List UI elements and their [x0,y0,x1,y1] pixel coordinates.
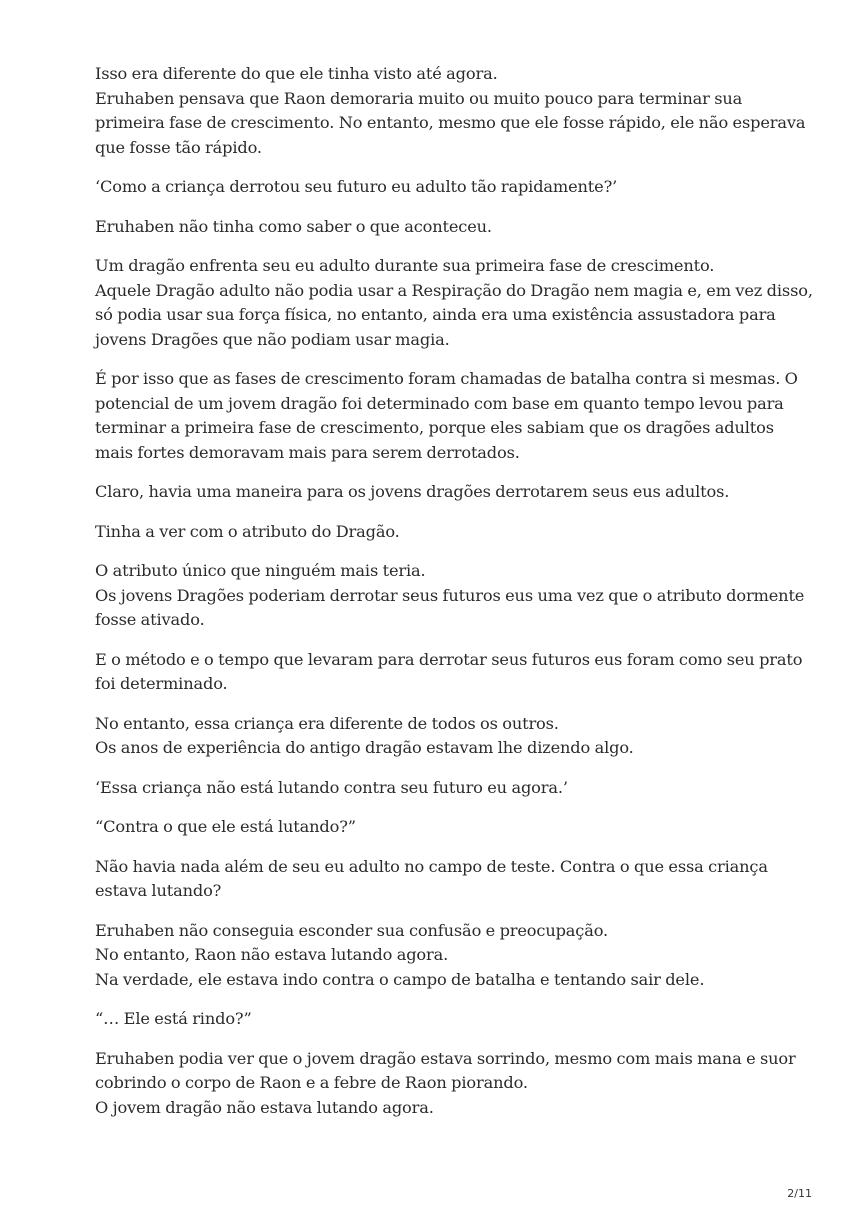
document-body [95,62,813,1135]
paragraph [95,559,805,633]
paragraph [95,648,803,697]
text-line: E o método e o tempo que levaram para derrotar seus futuros eus foram como seu prato [95,649,803,669]
text-line: “Contra o que ele está lutando?” [95,817,356,836]
paragraph [95,62,806,160]
text-line: primeira fase de crescimento. No entanto, mesmo que ele fosse rápido, ele não esperava [95,113,806,132]
text-line: Eruhaben não conseguia esconder sua confusão e preocupação. [95,920,609,940]
paragraph [95,815,795,840]
text-line: No entanto, Raon não estava lutando agora. [95,945,449,964]
page-number: 2/11 [787,1187,812,1200]
text-line: Eruhaben não tinha como saber o que aconteceu. [95,216,492,236]
text-line: ‘Essa criança não está lutando contra seu futuro eu agora.’ [95,777,568,797]
paragraph [95,215,795,240]
paragraph [95,919,795,993]
text-line: mais fortes demoravam mais para serem derrotados. [95,442,520,462]
text-line: O jovem dragão não estava lutando agora. [95,1097,434,1117]
text-line: estava lutando? [95,881,222,900]
text-line: Isso era diferente do que ele tinha visto até agora. [95,64,498,83]
text-line: O atributo único que ninguém mais teria. [95,561,426,580]
text-line: que fosse tão rápido. [95,137,262,157]
text-line: Os anos de experiência do antigo dragão estavam lhe dizendo algo. [95,738,634,757]
paragraph [95,175,795,200]
text-line: “… Ele está rindo?” [95,1009,252,1028]
text-line: Não havia nada além de seu eu adulto no campo de teste. Contra o que essa criança [95,856,768,876]
text-line: Tinha a ver com o atributo do Dragão. [95,521,400,541]
text-line: Claro, havia uma maneira para os jovens dragões derrotarem seus eus adultos. [95,482,730,501]
text-line: Um dragão enfrenta seu eu adulto durante sua primeira fase de crescimento. [95,256,715,275]
paragraph [95,520,795,545]
text-line: Aquele Dragão adulto não podia usar a Respiração do Dragão nem magia e, em vez disso, [95,280,813,300]
paragraph [95,1007,795,1032]
paragraph [95,480,795,505]
paragraph [95,1047,795,1121]
text-line: Na verdade, ele estava indo contra o campo de batalha e tentando sair dele. [95,969,705,989]
paragraph [95,776,795,801]
text-line: No entanto, essa criança era diferente de todos os outros. [95,713,559,733]
text-line: foi determinado. [95,674,228,693]
text-line: só podia usar sua força física, no entanto, ainda era uma existência assustadora para [95,305,776,324]
paragraph [95,855,795,904]
text-line: Os jovens Dragões poderiam derrotar seus futuros eus uma vez que o atributo dormente [95,585,805,605]
paragraph [95,712,795,761]
text-line: fosse ativado. [95,610,205,629]
text-line: Eruhaben podia ver que o jovem dragão estava sorrindo, mesmo com mais mana e suor [95,1048,796,1068]
text-line: terminar a primeira fase de crescimento, porque eles sabiam que os dragões adultos [95,418,774,437]
text-line: ‘Como a criança derrotou seu futuro eu adulto tão rapidamente?’ [95,177,618,196]
paragraph [95,367,798,465]
text-line: cobrindo o corpo de Raon e a febre de Raon piorando. [95,1073,528,1092]
text-line: potencial de um jovem dragão foi determinado com base em quanto tempo levou para [95,393,784,413]
text-line: jovens Dragões que não podiam usar magia. [95,329,450,349]
text-line: Eruhaben pensava que Raon demoraria muito ou muito pouco para terminar sua [95,88,743,108]
text-line: É por isso que as fases de crescimento foram chamadas de batalha contra si mesmas. O [95,369,798,388]
paragraph [95,254,813,352]
